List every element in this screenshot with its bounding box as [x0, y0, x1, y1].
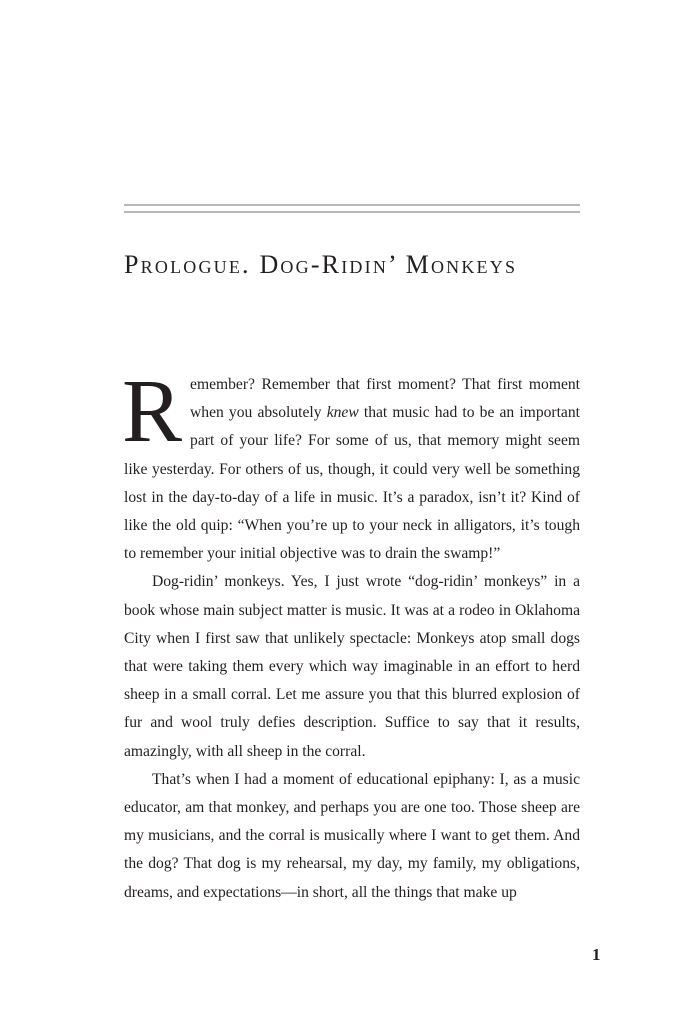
body-text [122, 362, 580, 907]
paragraph-1-emphasis: knew [326, 404, 359, 422]
header-rule-bottom [124, 211, 580, 213]
paragraph-3: That’s when I had a moment of educational epiphany: I, as a music educator, am that monkey, and perhaps you are one too. Those sheep are my musicians, and the corral is musically where I want to get them. And the dog? That dog is my rehearsal, my day, my family, my obligations, dreams, and expectations—in short, all the things that make up [124, 770, 580, 901]
paragraph-1 [122, 362, 580, 568]
page-number: 1 [592, 945, 601, 964]
paragraph-2: Dog-ridin’ monkeys. Yes, I just wrote “dog-ridin’ monkeys” in a book whose main subject matter is music. It was at a rodeo in Oklahoma City when I first saw that unlikely spectacle: Monkeys atop small dogs that were taking them every which way imaginable in an effort to herd sheep in a small corral. Let me assure you that this blurred explosion of fur and wool truly defies description. Suffice to say that it results, amazingly, with all sheep in the corral. [124, 573, 580, 760]
paragraph-1-start: emember? Remember that first moment? That first moment when you absolutely [190, 376, 580, 422]
header-rule-top [124, 204, 580, 206]
chapter-title: Prologue. Dog-Ridin’ Monkeys [124, 250, 518, 279]
drop-cap: R [122, 362, 183, 461]
paragraph-1-rest: that music had to be an important part of your life? For some of us, that memory might seem like yesterday. For others of us, though, it could very well be something lost in the day-to-day of a life in music. It’s a paradox, isn’t it? Kind of like the old quip: “When you’re up to your neck in alligators, it’s tough to remember your initial objective was to drain the swamp!” [124, 404, 580, 563]
